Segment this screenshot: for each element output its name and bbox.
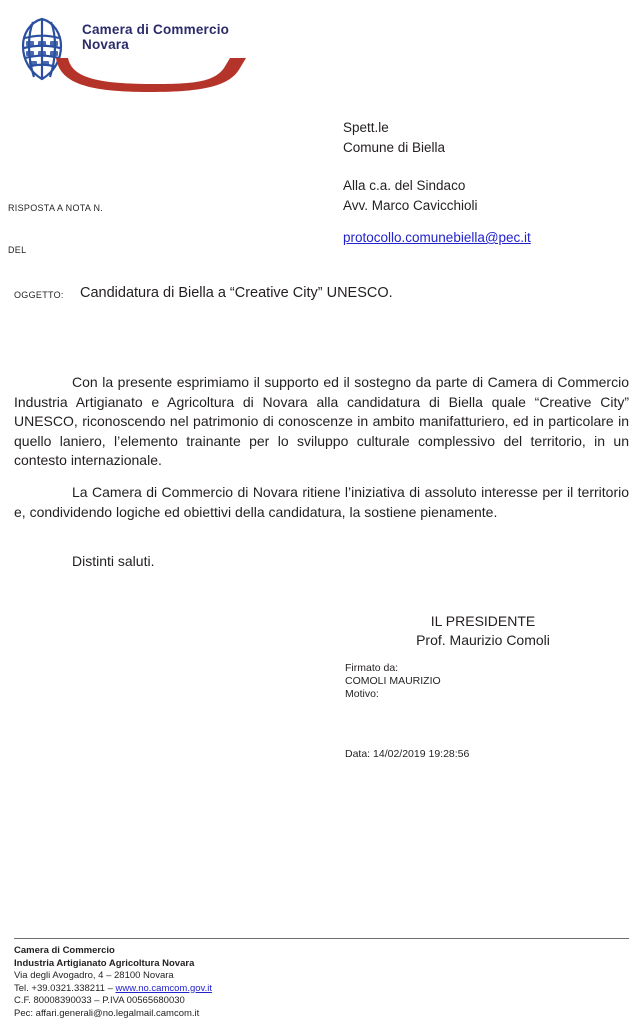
body-paragraph-1	[14, 373, 629, 471]
subject-value: Candidatura di Biella a “Creative City” UNESCO.	[80, 285, 393, 301]
addressee-block	[343, 118, 445, 158]
digital-signature-stamp	[345, 662, 441, 701]
organization-name	[82, 22, 229, 52]
footer-address: Via degli Avogadro, 4 – 28100 Novara	[14, 970, 174, 981]
attention-line-1: Alla c.a. del Sindaco	[343, 178, 466, 193]
addressee-line-2: Comune di Biella	[343, 140, 446, 155]
body-paragraph-2	[14, 483, 629, 522]
signature-title: IL PRESIDENTE	[430, 613, 536, 629]
organization-name-line2: Novara	[82, 37, 129, 52]
signature-reason-label: Motivo:	[345, 688, 379, 700]
subject-label: OGGETTO:	[14, 290, 64, 300]
body-paragraph-3	[14, 552, 629, 572]
signed-by-label: Firmato da:	[345, 662, 399, 674]
body-paragraph-2-text: La Camera di Commercio di Novara ritiene l’iniziativa di assoluto interesse per il territorio e, condividendo logiche ed obiettivi della candidatura, la sostiene pienamente.	[14, 484, 629, 520]
footer-org-line-1: Camera di Commercio	[14, 945, 115, 956]
red-swoosh-icon	[54, 56, 249, 96]
body-paragraph-1-text: Con la presente esprimiamo il supporto ed il sostegno da parte di Camera di Commercio Industria Artigianato e Agricoltura di Novara alla candidatura di Biella quale “Creative City” UNESCO, riconoscendo nel patrimonio di conoscenze in ambito manifatturiero, ed in particolare in quello laniero, l’elemento trainante per lo sviluppo culturale complessivo del territorio, in un contesto internazionale.	[14, 374, 629, 468]
organization-name-line1: Camera di Commercio	[82, 22, 230, 37]
footer-pec-label: Pec:	[14, 1007, 36, 1019]
footer-pec-line	[14, 1008, 212, 1021]
pec-email-link[interactable]: protocollo.comunebiella@pec.it	[343, 230, 531, 245]
footer-tax-codes: C.F. 80008390033 – P.IVA 00565680030	[14, 995, 185, 1006]
addressee-line-1: Spett.le	[343, 120, 389, 135]
letterhead	[14, 10, 314, 100]
reply-to-note-label: RISPOSTA A NOTA N.	[8, 203, 104, 213]
footer-website-link[interactable]: www.no.camcom.gov.it	[115, 982, 212, 994]
footer-phone-line	[14, 983, 212, 996]
footer-block	[14, 945, 212, 1020]
footer-phone: Tel. +39.0321.338211 –	[14, 982, 116, 994]
footer-pec-email: affari.generali@no.legalmail.camcom.it	[35, 1007, 200, 1019]
signature-name: Prof. Maurizio Comoli	[416, 632, 550, 648]
attention-block	[343, 176, 478, 216]
attention-line-2: Avv. Marco Cavicchioli	[343, 198, 478, 213]
body-paragraph-3-text: Distinti saluti.	[72, 553, 155, 569]
footer-divider	[14, 938, 629, 939]
footer-org-line-2: Industria Artigianato Agricoltura Novara	[14, 957, 195, 969]
signature-date: Data: 14/02/2019 19:28:56	[345, 748, 470, 760]
signer-name: COMOLI MAURIZIO	[345, 675, 441, 687]
date-of-label: DEL	[8, 245, 27, 255]
